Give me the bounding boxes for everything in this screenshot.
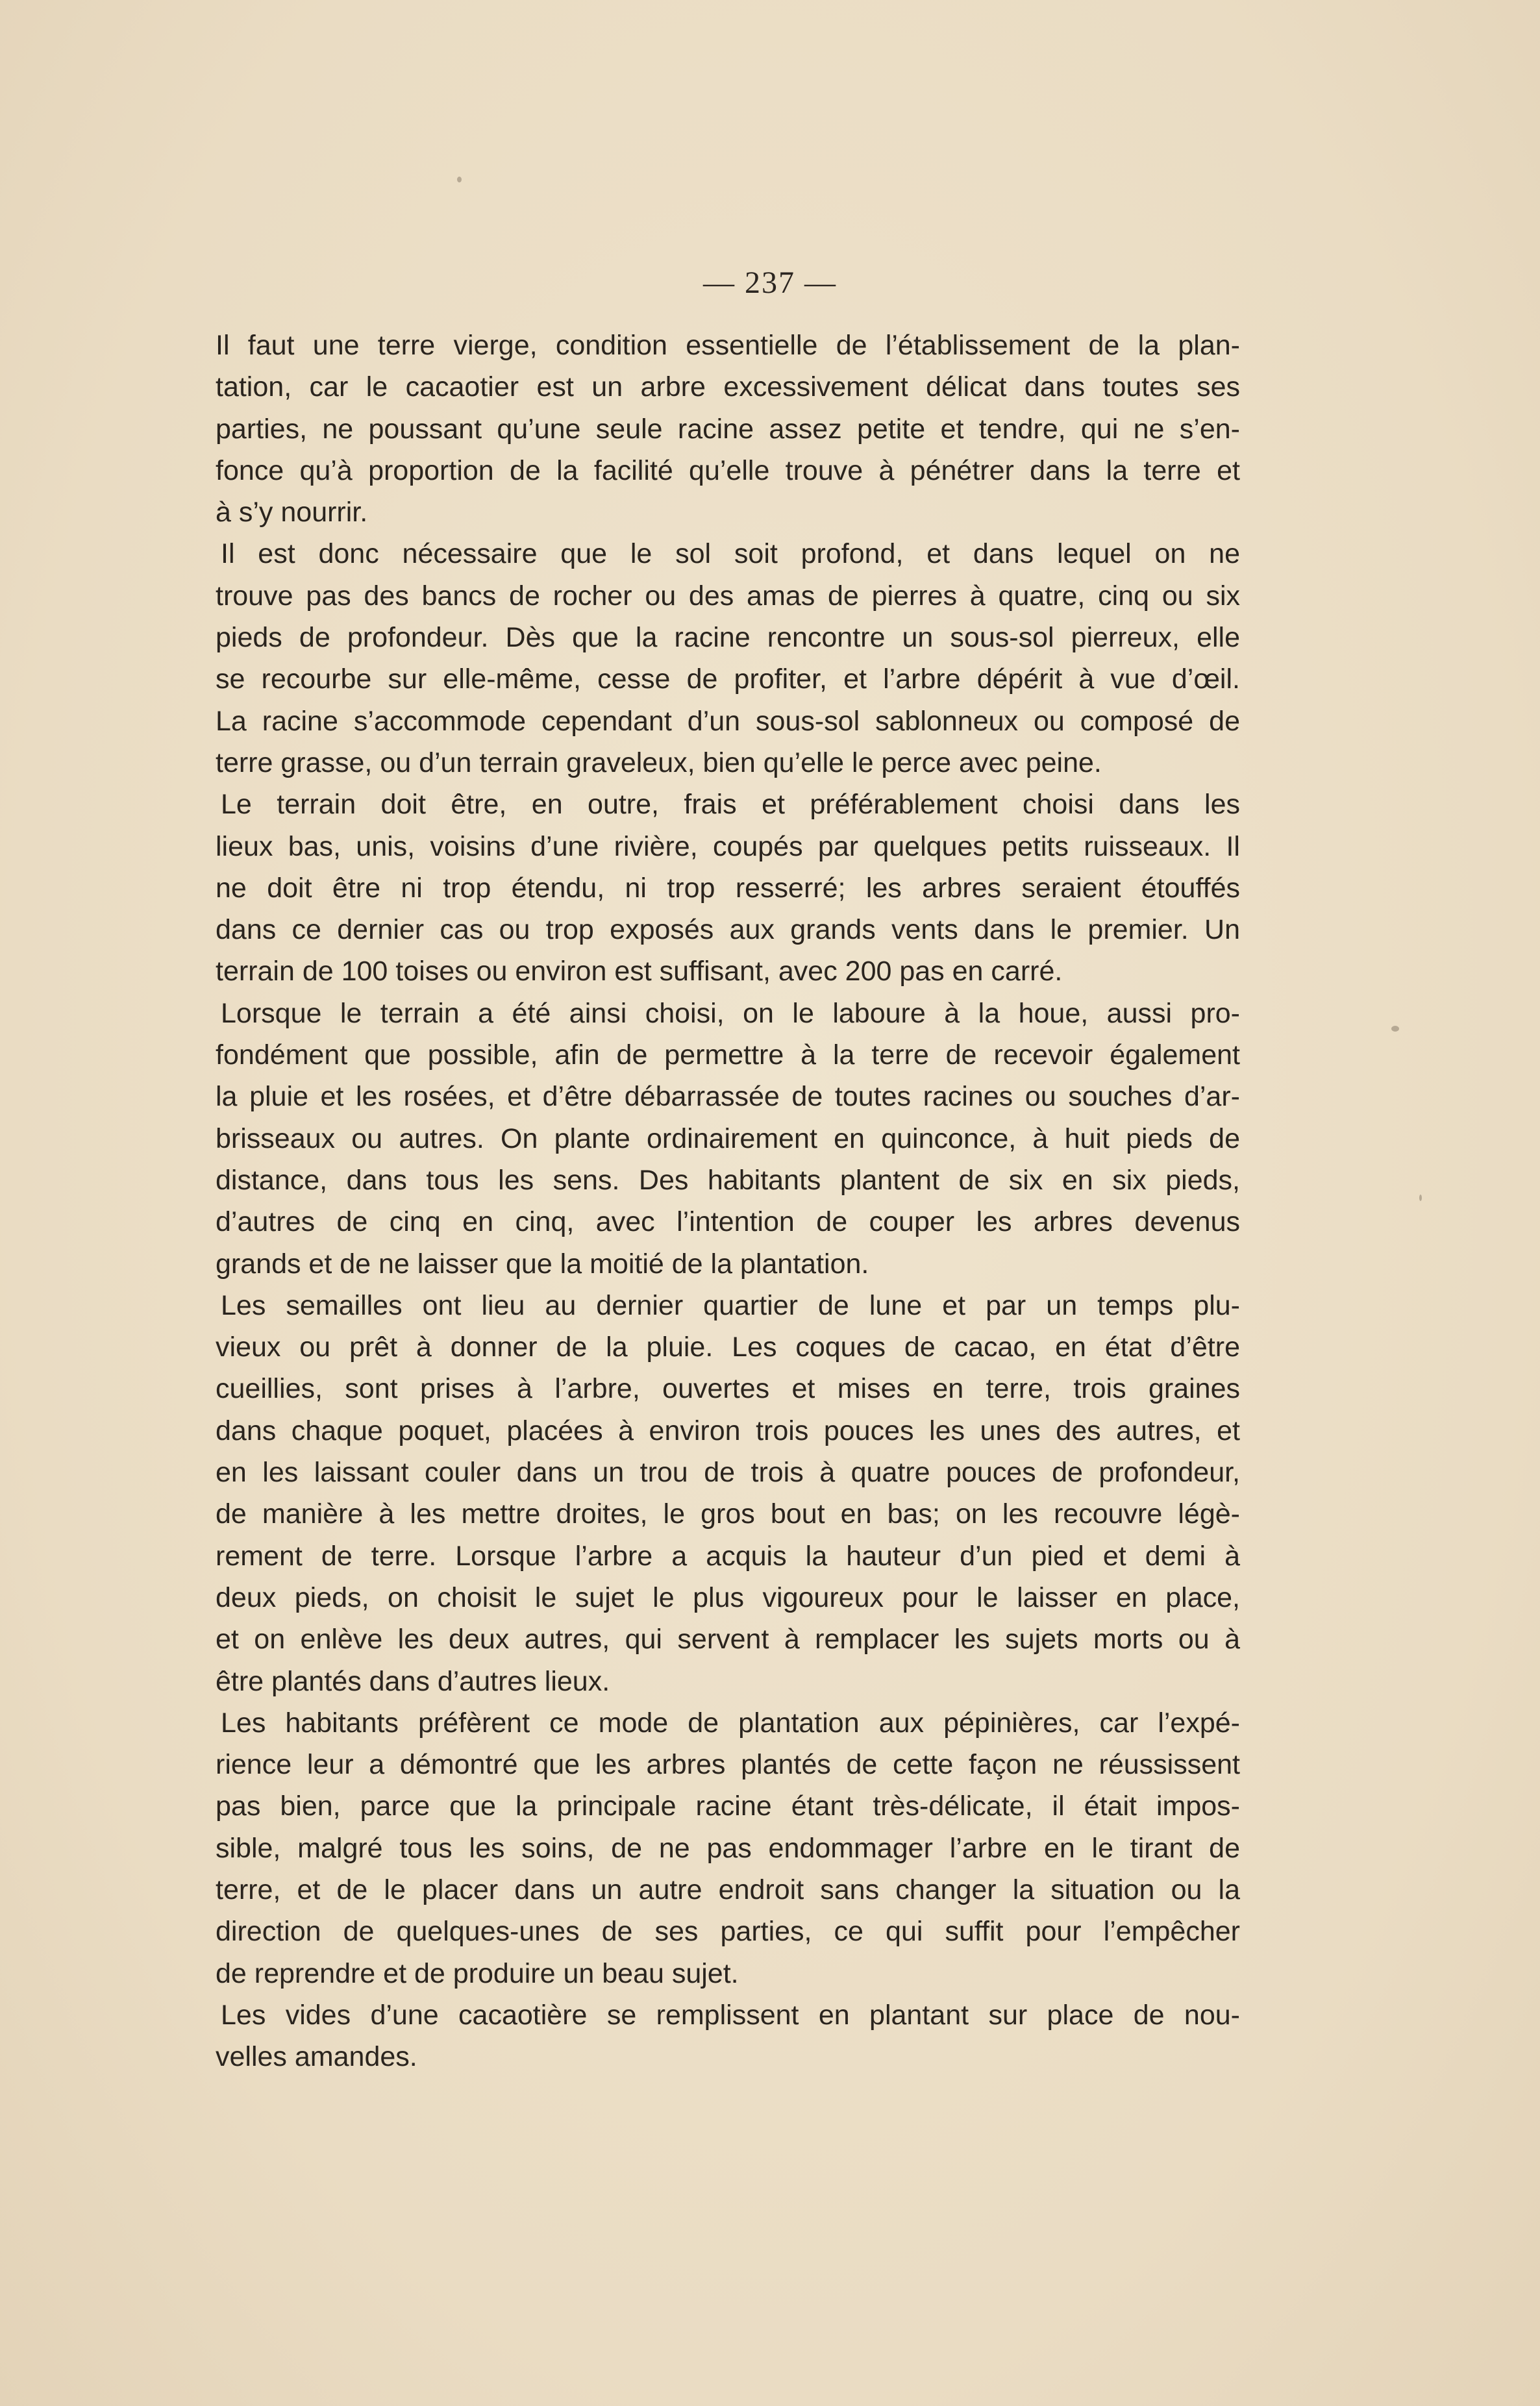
text-line: rement de terre. Lorsque l’arbre a acquis la hauteur d’un pied et demi à: [216, 1540, 1240, 1572]
paragraph: [216, 1702, 1240, 1994]
text-line: Il est donc nécessaire que le sol soit profond, et dans lequel on ne: [221, 538, 1240, 570]
paragraph: [216, 533, 1240, 784]
text-line: d’autres de cinq en cinq, avec l’intention de couper les arbres devenus: [216, 1206, 1240, 1238]
scan-speck: [1391, 1026, 1399, 1032]
text-line: Lorsque le terrain a été ainsi choisi, on le laboure à la houe, aussi pro-: [221, 997, 1240, 1029]
text-line: pas bien, parce que la principale racine étant très-délicate, il était impos-: [216, 1791, 1240, 1822]
text-line: et on enlève les deux autres, qui servent à remplacer les sujets morts ou à: [216, 1624, 1240, 1656]
page-number: — 237 —: [703, 266, 837, 300]
text-line: dans ce dernier cas ou trop exposés aux grands vents dans le premier. Un: [216, 914, 1240, 946]
text-line: de reprendre et de produire un beau sujet.: [216, 1957, 739, 1989]
text-line: distance, dans tous les sens. Des habitants plantent de six en six pieds,: [216, 1164, 1240, 1196]
text-line: Les semailles ont lieu au dernier quartier de lune et par un temps plu-: [221, 1289, 1240, 1321]
text-line: Les vides d’une cacaotière se remplissent en plantant sur place de nou-: [221, 1999, 1240, 2031]
text-line: terre, et de le placer dans un autre endroit sans changer la situation ou la: [216, 1874, 1240, 1905]
text-line: lieux bas, unis, voisins d’une rivière, coupés par quelques petits ruisseaux. Il: [216, 830, 1240, 862]
text-line: Il faut une terre vierge, condition essentielle de l’établissement de la plan-: [216, 330, 1240, 361]
text-line: à s’y nourrir.: [216, 497, 368, 528]
text-line: fondément que possible, afin de permettre à la terre de recevoir également: [216, 1039, 1240, 1071]
text-line: Le terrain doit être, en outre, frais et préférablement choisi dans les: [221, 789, 1240, 821]
text-line: La racine s’accommode cependant d’un sous-sol sablonneux ou composé de: [216, 705, 1240, 737]
text-line: deux pieds, on choisit le sujet le plus vigoureux pour le laisser en place,: [216, 1581, 1240, 1613]
text-line: sible, malgré tous les soins, de ne pas endommager l’arbre en le tirant de: [216, 1832, 1240, 1864]
text-line: vieux ou prêt à donner de la pluie. Les coques de cacao, en état d’être: [216, 1332, 1240, 1363]
text-line: dans chaque poquet, placées à environ trois pouces les unes des autres, et: [216, 1415, 1240, 1446]
text-line: grands et de ne laisser que la moitié de la plantation.: [216, 1248, 869, 1280]
paragraph: [216, 784, 1240, 992]
scan-speck: [457, 177, 462, 182]
text-line: parties, ne poussant qu’une seule racine assez petite et tendre, qui ne s’en-: [216, 413, 1240, 445]
text-line: ne doit être ni trop étendu, ni trop resserré; les arbres seraient étouffés: [216, 872, 1240, 904]
text-line: fonce qu’à proportion de la facilité qu’elle trouve à pénétrer dans la terre et: [216, 454, 1240, 486]
text-line: être plantés dans d’autres lieux.: [216, 1665, 610, 1697]
text-line: trouve pas des bancs de rocher ou des amas de pierres à quatre, cinq ou six: [216, 580, 1240, 612]
text-line: la pluie et les rosées, et d’être débarrassée de toutes racines ou souches d’ar-: [216, 1081, 1240, 1113]
text-line: terrain de 100 toises ou environ est suffisant, avec 200 pas en carré.: [216, 956, 1063, 987]
body-text: [216, 325, 1240, 2077]
text-line: de manière à les mettre droites, le gros bout en bas; on les recouvre légè-: [216, 1498, 1240, 1530]
paragraph: [216, 325, 1240, 533]
text-line: brisseaux ou autres. On plante ordinairement en quinconce, à huit pieds de: [216, 1122, 1240, 1154]
text-line: Les habitants préfèrent ce mode de plantation aux pépinières, car l’expé-: [221, 1707, 1240, 1739]
text-line: tation, car le cacaotier est un arbre excessivement délicat dans toutes ses: [216, 371, 1240, 403]
paragraph: [216, 993, 1240, 1285]
text-line: cueillies, sont prises à l’arbre, ouvertes et mises en terre, trois graines: [216, 1373, 1240, 1405]
text-line: en les laissant couler dans un trou de trois à quatre pouces de profondeur,: [216, 1457, 1240, 1489]
text-line: pieds de profondeur. Dès que la racine rencontre un sous-sol pierreux, elle: [216, 622, 1240, 654]
paragraph: [216, 1994, 1240, 2078]
text-line: se recourbe sur elle-même, cesse de profiter, et l’arbre dépérit à vue d’œil.: [216, 664, 1240, 695]
text-line: rience leur a démontré que les arbres plantés de cette façon ne réussissent: [216, 1749, 1240, 1781]
scan-speck: [1419, 1195, 1422, 1201]
text-line: terre grasse, ou d’un terrain graveleux, bien qu’elle le perce avec peine.: [216, 747, 1102, 778]
text-line: velles amandes.: [216, 2041, 417, 2073]
paragraph: [216, 1285, 1240, 1702]
text-line: direction de quelques-unes de ses parties, ce qui suffit pour l’empêcher: [216, 1916, 1240, 1948]
